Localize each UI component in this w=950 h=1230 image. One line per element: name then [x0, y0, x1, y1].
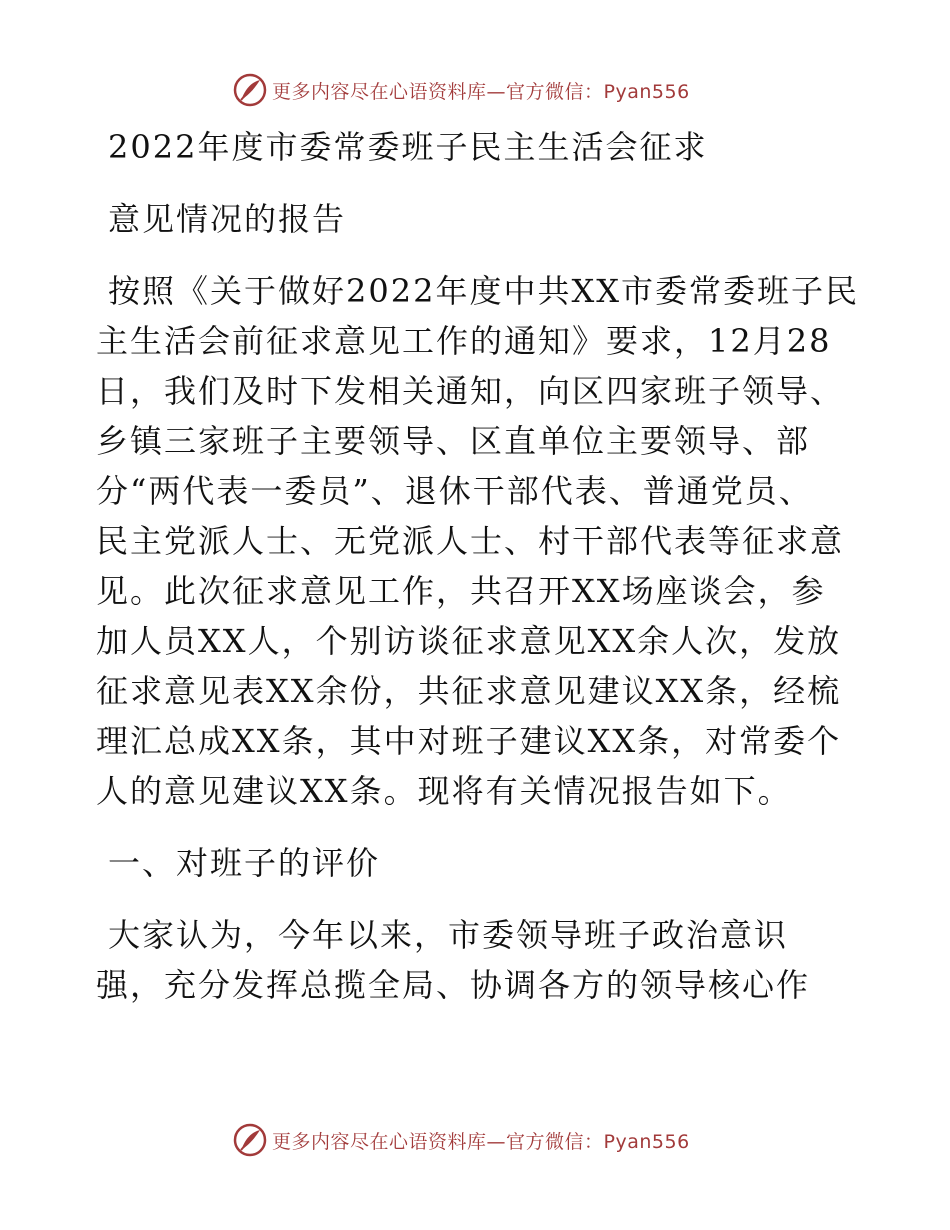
footer-watermark	[232, 1120, 690, 1160]
paragraph-line: 按照《关于做好2022年度中共XX市委常委班子民	[108, 272, 860, 310]
watermark-text: 更多内容尽在心语资料库—官方微信：Pyan556	[272, 80, 690, 103]
feather-quill-icon	[232, 72, 268, 108]
paragraph-line: 民主党派人士、无党派人士、村干部代表等征求意	[96, 522, 845, 560]
paragraph-line: 强，充分发挥总揽全局、协调各方的领导核心作	[96, 966, 811, 1004]
paragraph-line: 征求意见表XX余份，共征求意见建议XX条，经梳	[96, 672, 842, 710]
paragraph-line: 大家认为，今年以来，市委领导班子政治意识	[108, 916, 789, 954]
watermark-text: 更多内容尽在心语资料库—官方微信：Pyan556	[272, 1130, 690, 1153]
paragraph-line: 加人员XX人，个别访谈征求意见XX余人次，发放	[96, 622, 842, 660]
doc-title-line-1: 2022年度市委常委班子民主生活会征求	[108, 128, 708, 166]
paragraph-2	[96, 910, 856, 1010]
paragraph-line: 分“两代表一委员”、退休干部代表、普通党员、	[96, 472, 813, 510]
feather-quill-icon	[232, 1122, 268, 1158]
document-body	[96, 122, 860, 1010]
paragraph-1	[96, 266, 860, 816]
paragraph-line: 理汇总成XX条，其中对班子建议XX条，对常委个	[96, 722, 842, 760]
paragraph-line: 见。此次征求意见工作，共召开XX场座谈会，参	[96, 572, 826, 610]
paragraph-line: 主生活会前征求意见工作的通知》要求，12月28	[96, 322, 832, 360]
paragraph-line: 乡镇三家班子主要领导、区直单位主要领导、部	[96, 422, 811, 460]
header-watermark	[232, 70, 690, 110]
doc-title-line-2: 意见情况的报告	[108, 200, 347, 238]
paragraph-line: 日，我们及时下发相关通知，向区四家班子领导、	[96, 372, 845, 410]
paragraph-line: 人的意见建议XX条。现将有关情况报告如下。	[96, 772, 792, 810]
section-heading: 一、对班子的评价	[108, 844, 381, 882]
